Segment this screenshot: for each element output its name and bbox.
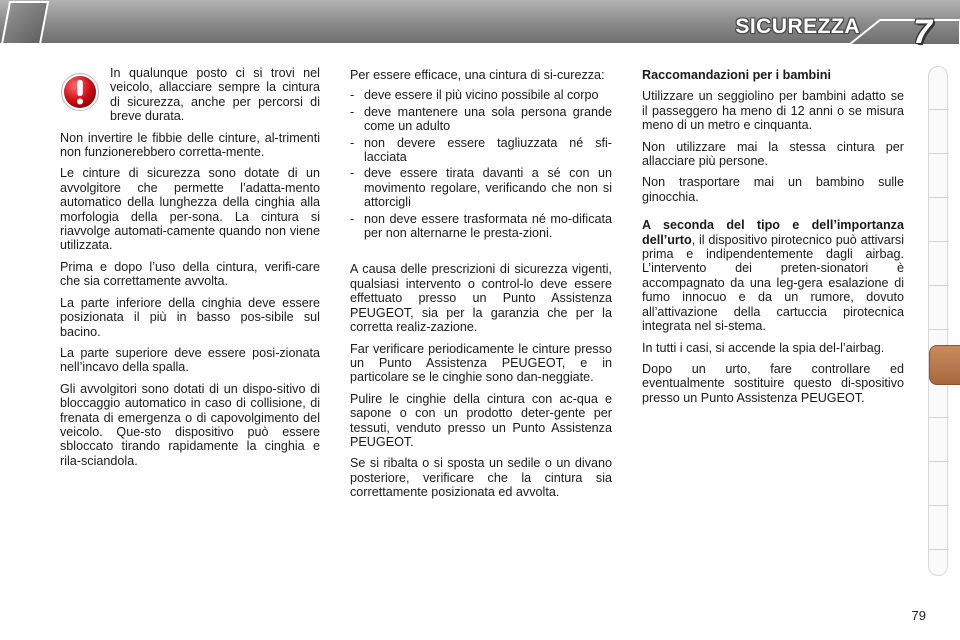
paragraph: La parte inferiore della cinghia deve essere posizionata il più in basso pos-sibile sul bacino. [60, 295, 320, 339]
warning-block [60, 66, 320, 124]
chapter-badge-icon [0, 0, 50, 46]
page-number: 79 [911, 608, 926, 623]
tab-divider [929, 417, 949, 418]
tab-divider [929, 285, 949, 286]
list-item [350, 88, 612, 102]
requirements-list [350, 88, 612, 240]
tab-divider [929, 241, 949, 242]
tab-divider [929, 109, 949, 110]
list-item [350, 166, 612, 209]
paragraph: Se si ribalta o si sposta un sedile o un divano posteriore, verificare che la cintura sia correttamente posizionata ed avvolta. [350, 456, 612, 500]
warning-text: In qualunque posto ci si trovi nel veicolo, allacciare sempre la cintura di sicurezza, anche per percorsi di breve durata. [110, 66, 320, 124]
chapter-number: 7 [913, 13, 932, 51]
paragraph: La parte superiore deve essere posi-zionata nell’incavo della spalla. [60, 345, 320, 375]
section-title: SICUREZZA [735, 15, 860, 38]
dash-marker: - [350, 166, 355, 181]
list-item [350, 105, 612, 134]
tab-divider [929, 461, 949, 462]
paragraph: Non trasportare mai un bambino sulle ginocchia. [642, 175, 904, 204]
chapter-tab-strip [928, 66, 948, 576]
page-header [0, 0, 960, 52]
column-1 [60, 66, 320, 475]
paragraph: Non utilizzare mai la stessa cintura per allacciare più persone. [642, 139, 904, 169]
pretensioner-paragraph [642, 218, 904, 333]
tab-divider [929, 197, 949, 198]
dash-marker: - [350, 135, 355, 150]
paragraph: Dopo un urto, fare controllare ed eventualmente sostituire questo di-spositivo presso un Punto Assistenza PEUGEOT. [642, 361, 904, 405]
column-3 [642, 68, 904, 412]
paragraph: Gli avvolgitori sono dotati di un dispo-sitivo di bloccaggio automatico in caso di collisione, di frenata di emergenza o di capovolgimento del veicolo. Que-sto dispositivo può essere sbloccato tirando rapidamente la cinghia e rila-sciandola. [60, 381, 320, 468]
list-item-text: non deve essere trasformata né mo-dificata per non alternarne le presta-zioni. [364, 211, 612, 241]
list-intro: Per essere efficace, una cintura di si-curezza: [350, 68, 605, 82]
tab-divider [929, 505, 949, 506]
dash-marker: - [350, 104, 355, 119]
chapter-tab-active[interactable] [929, 345, 960, 385]
paragraph: Pulire le cinghie della cintura con ac-qua e sapone o con un prodotto deter-gente per tessuti, venduto presso un Punto Assistenza PEUGEOT. [350, 391, 612, 449]
paragraph: In tutti i casi, si accende la spia del-l’airbag. [642, 340, 885, 355]
tab-divider [929, 549, 949, 550]
paragraph: Le cinture di sicurezza sono dotate di un avvolgitore che permette l’adatta-mento automatico della lunghezza della cinghia alla morfologia della per-sona. La cintura si riavvolge automati-camente quando non viene utilizzata. [60, 166, 320, 253]
paragraph: Non invertire le fibbie delle cinture, al-trimenti non funzionerebbero corretta-mente. [60, 130, 320, 160]
list-item-text: non devere essere tagliuzzata né sfi-lacciata [364, 135, 612, 165]
column-2 [350, 68, 612, 507]
list-item-text: deve mantenere una sola persona grande come un adulto [364, 104, 612, 134]
tab-divider [929, 153, 949, 154]
paragraph: Utilizzare un seggiolino per bambini adatto se il passeggero ha meno di 12 anni o se misura meno di un metro e cinquanta. [642, 89, 904, 133]
list-item-text: deve essere il più vicino possibile al corpo [364, 88, 599, 103]
pretensioner-lead: A seconda del tipo e dell’importanza dell’urto [642, 218, 904, 247]
dash-marker: - [350, 211, 355, 226]
list-item [350, 136, 612, 165]
tab-divider [929, 329, 949, 330]
list-item-text: deve essere tirata davanti a sé con un movimento regolare, verificando che non si attorcigli [364, 166, 612, 210]
exclamation-warning-icon [60, 72, 100, 112]
children-heading: Raccomandazioni per i bambini [642, 68, 831, 82]
paragraph: Far verificare periodicamente le cinture presso un Punto Assistenza PEUGEOT, e in particolare se le cinghie sono dan-neggiate. [350, 341, 612, 385]
dash-marker: - [350, 88, 355, 103]
paragraph: Prima e dopo l’uso della cintura, verifi-care che sia correttamente avvolta. [60, 259, 320, 289]
paragraph: A causa delle prescrizioni di sicurezza vigenti, qualsiasi intervento o control-lo deve essere effettuato presso un Punto Assistenza PEUGEOT, sia per la garanzia che per la corretta realiz-zazione. [350, 262, 612, 335]
pretensioner-text: , il dispositivo pirotecnico può attivarsi prima e indipendentemente dagli airbag. L’intervento dei preten-sionatori è accompagnato da una leg-gera esalazione di fumo innocuo e da un rumore, dovuto all’attivazione della cartuccia pirotecnica integrata nel si-stema. [642, 232, 904, 334]
list-item [350, 212, 612, 241]
